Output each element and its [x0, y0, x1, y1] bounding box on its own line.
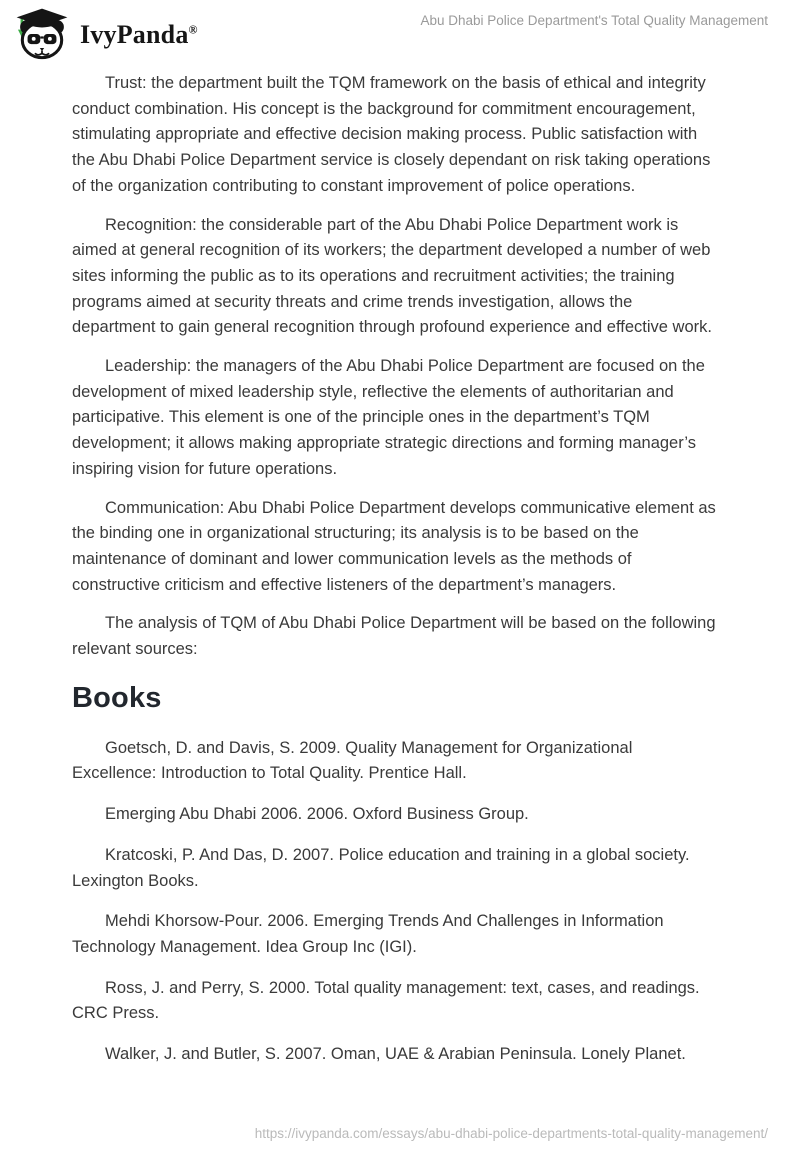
brand-name: [80, 20, 198, 50]
paragraph-trust: Trust: the department built the TQM framework on the basis of ethical and integrity conduct combination. His concept is the background for commitment encouragement, stimulating appropriate and effective decision making process. Public satisfaction with the Abu Dhabi Police Department service is closely dependant on risk taking operations of the organization contributing to constant improvement of police operations.: [72, 74, 711, 195]
paragraph-recognition: Recognition: the considerable part of the Abu Dhabi Police Department work is aimed at general recognition of its workers; the department developed a number of web sites informing the public as to its operations and recruitment activities; the training programs aimed at security threats and crime trends investigation, allows the department to gain general recognition through profound experience and effective work.: [72, 215, 712, 337]
book-reference: Ross, J. and Perry, S. 2000. Total quality management: text, cases, and readings. CRC Press.: [72, 978, 700, 1023]
ivypanda-panda-logo-icon: [14, 6, 70, 62]
document-body: [72, 71, 720, 1083]
book-reference: Goetsch, D. and Davis, S. 2009. Quality Management for Organizational Excellence: Introduction to Total Quality. Prentice Hall.: [72, 738, 633, 783]
paragraph-communication: Communication: Abu Dhabi Police Department develops communicative element as the binding one in organizational structuring; its analysis is to be based on the maintenance of dominant and lower communication levels as the methods of constructive criticism and effective listeners of the department’s managers.: [72, 498, 716, 594]
paragraph-analysis-intro: The analysis of TQM of Abu Dhabi Police Department will be based on the following relevant sources:: [72, 614, 716, 659]
document-title: Abu Dhabi Police Department's Total Quality Management: [420, 13, 768, 28]
book-reference: Walker, J. and Butler, S. 2007. Oman, UAE & Arabian Peninsula. Lonely Planet.: [105, 1045, 686, 1064]
books-section-heading: Books: [72, 681, 162, 714]
book-reference: Emerging Abu Dhabi 2006. 2006. Oxford Business Group.: [105, 805, 529, 824]
page-header: [0, 0, 800, 66]
brand-label: IvyPanda: [80, 20, 189, 49]
registered-trademark-symbol: ®: [188, 22, 198, 37]
source-url-link[interactable]: https://ivypanda.com/essays/abu-dhabi-police-departments-total-quality-management/: [254, 1126, 768, 1141]
book-reference: Mehdi Khorsow-Pour. 2006. Emerging Trends And Challenges in Information Technology Management. Idea Group Inc (IGI).: [72, 912, 664, 956]
paragraph-leadership: Leadership: the managers of the Abu Dhabi Police Department are focused on the development of mixed leadership style, reflective the elements of authoritarian and participative. This element is one of the principle ones in the department’s TQM development; it allows making appropriate strategic directions and forming manager’s inspiring vision for future operations.: [72, 357, 705, 478]
book-reference: Kratcoski, P. And Das, D. 2007. Police education and training in a global society. Lexington Books.: [72, 845, 690, 890]
